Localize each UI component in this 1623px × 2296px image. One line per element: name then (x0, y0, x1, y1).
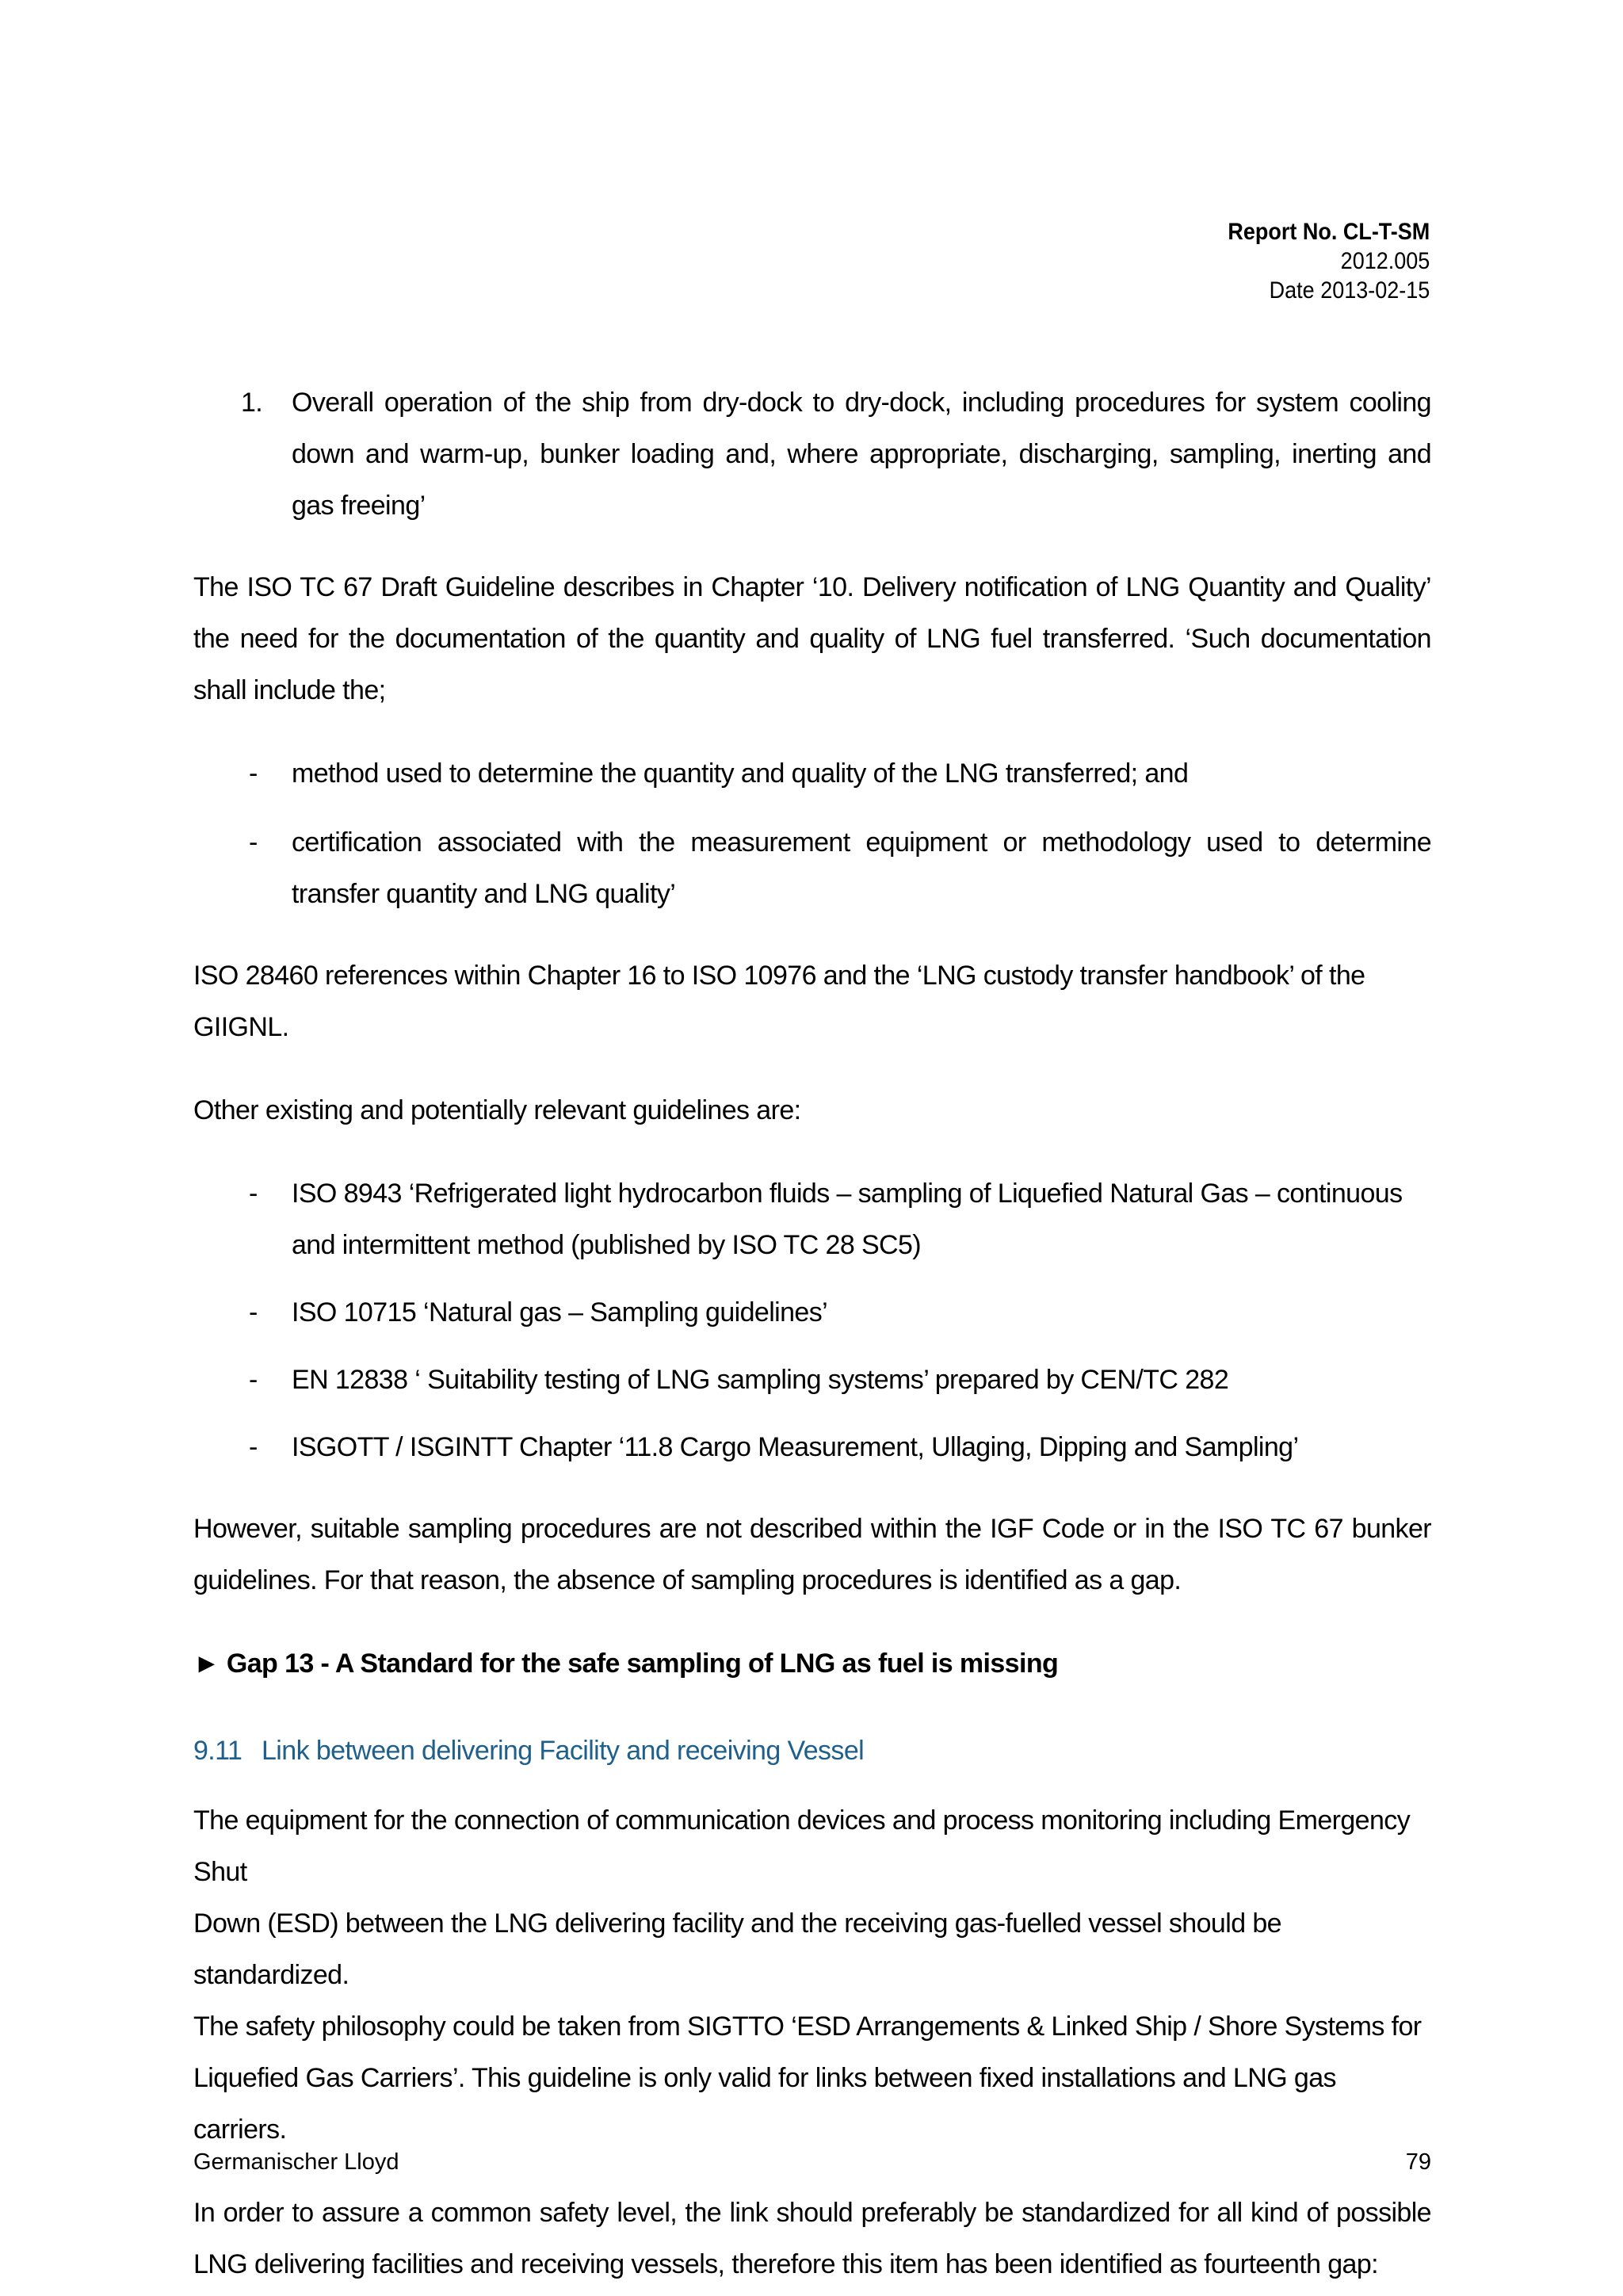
list-item-text: ISO 10715 ‘Natural gas – Sampling guidelines’ (292, 1297, 828, 1328)
paragraph-line: Liquefied Gas Carriers’. This guideline is only valid for links between fixed installations and LNG gas carriers. (193, 2063, 1336, 2145)
gap-13-heading: ► Gap 13 - A Standard for the safe sampling of LNG as fuel is missing (193, 1648, 1059, 1679)
list-item-text: EN 12838 ‘ Suitability testing of LNG sampling systems’ prepared by CEN/TC 282 (292, 1365, 1229, 1395)
list-bullet: - (249, 1297, 258, 1328)
paragraph-line: The equipment for the connection of communication devices and process monitoring including Emergency Shut (193, 1805, 1411, 1887)
numbered-item (193, 377, 1431, 532)
list-item (193, 817, 1431, 920)
paragraph-line: The safety philosophy could be taken from SIGTTO ‘ESD Arrangements & Linked Ship / Shore Systems for (193, 2011, 1422, 2042)
documentation-list (193, 748, 1431, 920)
page-number: 79 (1405, 2149, 1431, 2175)
list-item (193, 1287, 1431, 1339)
report-header (1228, 217, 1430, 305)
list-item (193, 1354, 1431, 1406)
section-number: 9.11 (193, 1736, 242, 1766)
item-number: 1. (241, 388, 263, 418)
list-bullet: - (249, 1179, 258, 1209)
paragraph-however: However, suitable sampling procedures are not described within the IGF Code or in the ISO TC 67 bunker guidelines. For that reason, the absence of sampling procedures is identified as a gap. (193, 1514, 1431, 1595)
paragraph-iso-tc67: The ISO TC 67 Draft Guideline describes in Chapter ‘10. Delivery notification of LNG Quantity and Quality’ the need for the documentation of the quantity and quality of LNG fuel transferred. ‘Such documentation shall include the; (193, 572, 1431, 705)
list-item-text: ISGOTT / ISGINTT Chapter ‘11.8 Cargo Measurement, Ullaging, Dipping and Sampling’ (292, 1432, 1299, 1462)
item-text: Overall operation of the ship from dry-dock to dry-dock, including procedures for system cooling down and warm-up, bunker loading and, where appropriate, discharging, sampling, inerting and gas freeing’ (292, 388, 1431, 521)
page-footer (193, 2149, 1431, 2176)
document-body (193, 377, 1431, 2290)
list-item-text: ISO 8943 ‘Refrigerated light hydrocarbon fluids – sampling of Liquefied Natural Gas – continuous and intermittent method (published by ISO TC 28 SC5) (292, 1179, 1403, 1260)
section-title: Link between delivering Facility and receiving Vessel (262, 1736, 865, 1766)
report-number: Report No. CL-T-SM (1228, 219, 1430, 245)
list-item (193, 1168, 1431, 1271)
list-item-text: method used to determine the quantity and quality of the LNG transferred; and (292, 758, 1189, 789)
paragraph-line: Down (ESD) between the LNG delivering facility and the receiving gas-fuelled vessel should be standardized. (193, 1908, 1281, 1990)
paragraph-other-guidelines: Other existing and potentially relevant guidelines are: (193, 1095, 801, 1125)
list-bullet: - (249, 1432, 258, 1462)
footer-company: Germanischer Lloyd (193, 2149, 399, 2175)
paragraph-equipment (193, 1795, 1431, 2156)
list-bullet: - (249, 758, 258, 789)
guideline-list (193, 1168, 1431, 1473)
list-item (193, 1422, 1431, 1473)
list-bullet: - (249, 1365, 258, 1395)
paragraph-common-safety: In order to assure a common safety level, the link should preferably be standardized for all kind of possible LNG delivering facilities and receiving vessels, therefore this item has been identified as fourteenth gap: (193, 2198, 1431, 2279)
list-bullet: - (249, 827, 258, 858)
list-item (193, 748, 1431, 800)
report-id: 2012.005 (1340, 248, 1430, 274)
paragraph-iso-28460: ISO 28460 references within Chapter 16 to ISO 10976 and the ‘LNG custody transfer handbook’ of the GIIGNL. (193, 961, 1365, 1042)
list-item-text: certification associated with the measurement equipment or methodology used to determine transfer quantity and LNG quality’ (292, 827, 1431, 909)
report-date: Date 2013-02-15 (1269, 277, 1430, 304)
section-heading (193, 1725, 1431, 1777)
